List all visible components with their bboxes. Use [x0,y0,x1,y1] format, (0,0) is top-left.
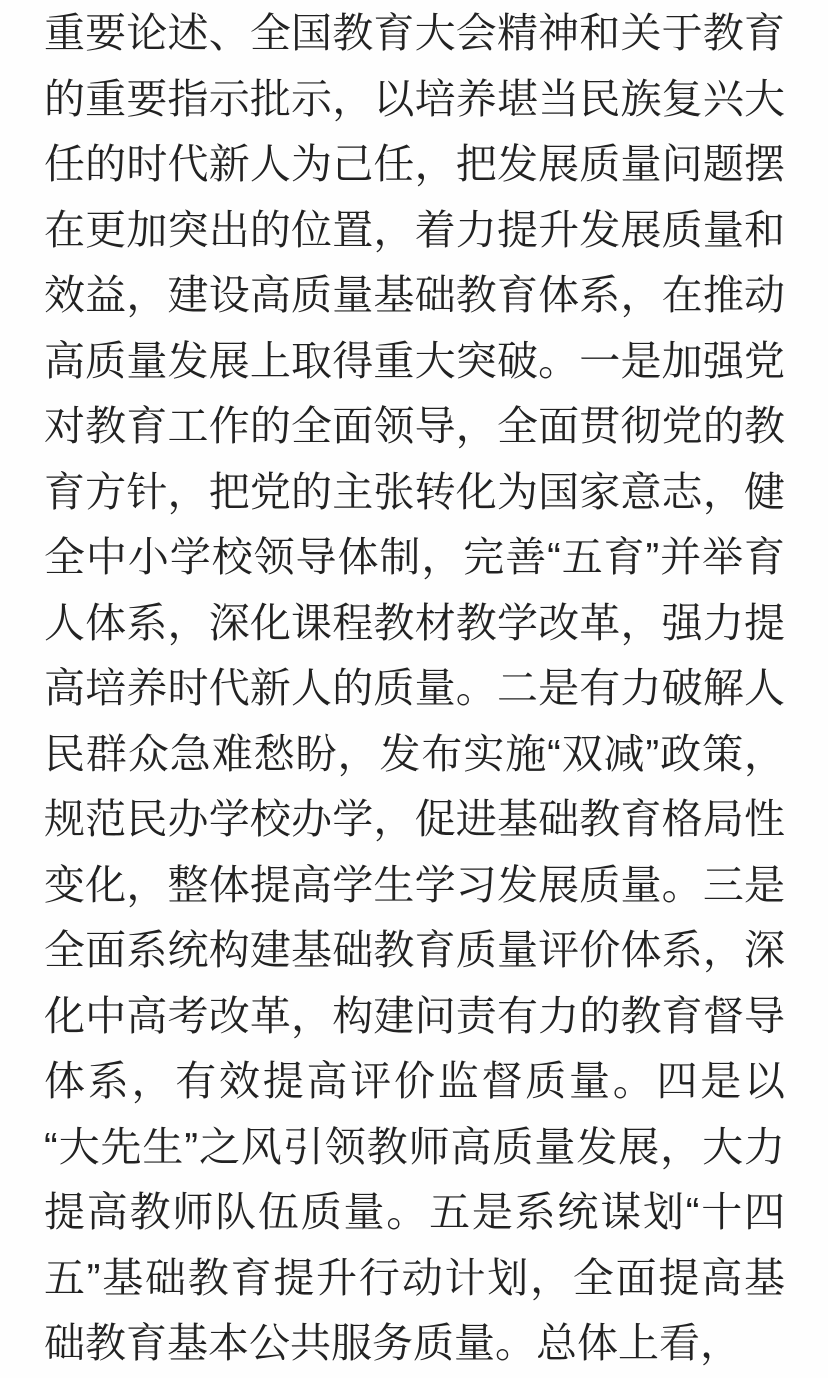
text-line: 全中小学校领导体制，完善“五育”并举育 [44,534,785,580]
text-line: 高培养时代新人的质量。二是有力破解人 [44,665,785,711]
text-line: 对教育工作的全面领导，全面贯彻党的教 [44,403,785,449]
text-line: 效益，建设高质量基础教育体系，在推动 [44,272,785,318]
text-line: 的重要指示批示，以培养堪当民族复兴大 [44,75,785,122]
text-line: 全面系统构建基础教育质量评价体系，深 [44,927,785,973]
text-line: 在更加突出的位置，着力提升发展质量和 [44,206,785,253]
text-line: 化中高考改革，构建问责有力的教育督导 [44,992,785,1039]
text-line: 民群众急难愁盼，发布实施“双减”政策， [44,730,785,777]
text-line: 础教育基本公共服务质量。总体上看， [44,1320,741,1366]
text-line: 任的时代新人为己任，把发展质量问题摆 [44,141,785,187]
text-line: 变化，整体提高学生学习发展质量。三是 [44,861,785,908]
text-line: 提高教师队伍质量。五是系统谋划“十四 [44,1189,785,1235]
text-line: 体系，有效提高评价监督质量。四是以 [44,1058,785,1104]
text-line: 规范民办学校办学，促进基础教育格局性 [44,796,785,842]
article-text-block [44,1,785,1377]
text-line: 人体系，深化课程教材教学改革，强力提 [44,599,785,646]
text-line: 高质量发展上取得重大突破。一是加强党 [44,337,785,384]
text-line: 育方针，把党的主张转化为国家意志，健 [44,468,785,515]
text-line: “大先生”之风引领教师高质量发展，大力 [44,1123,785,1170]
text-line: 重要论述、全国教育大会精神和关于教育 [44,10,785,56]
text-line: 五”基础教育提升行动计划，全面提高基 [44,1254,785,1301]
